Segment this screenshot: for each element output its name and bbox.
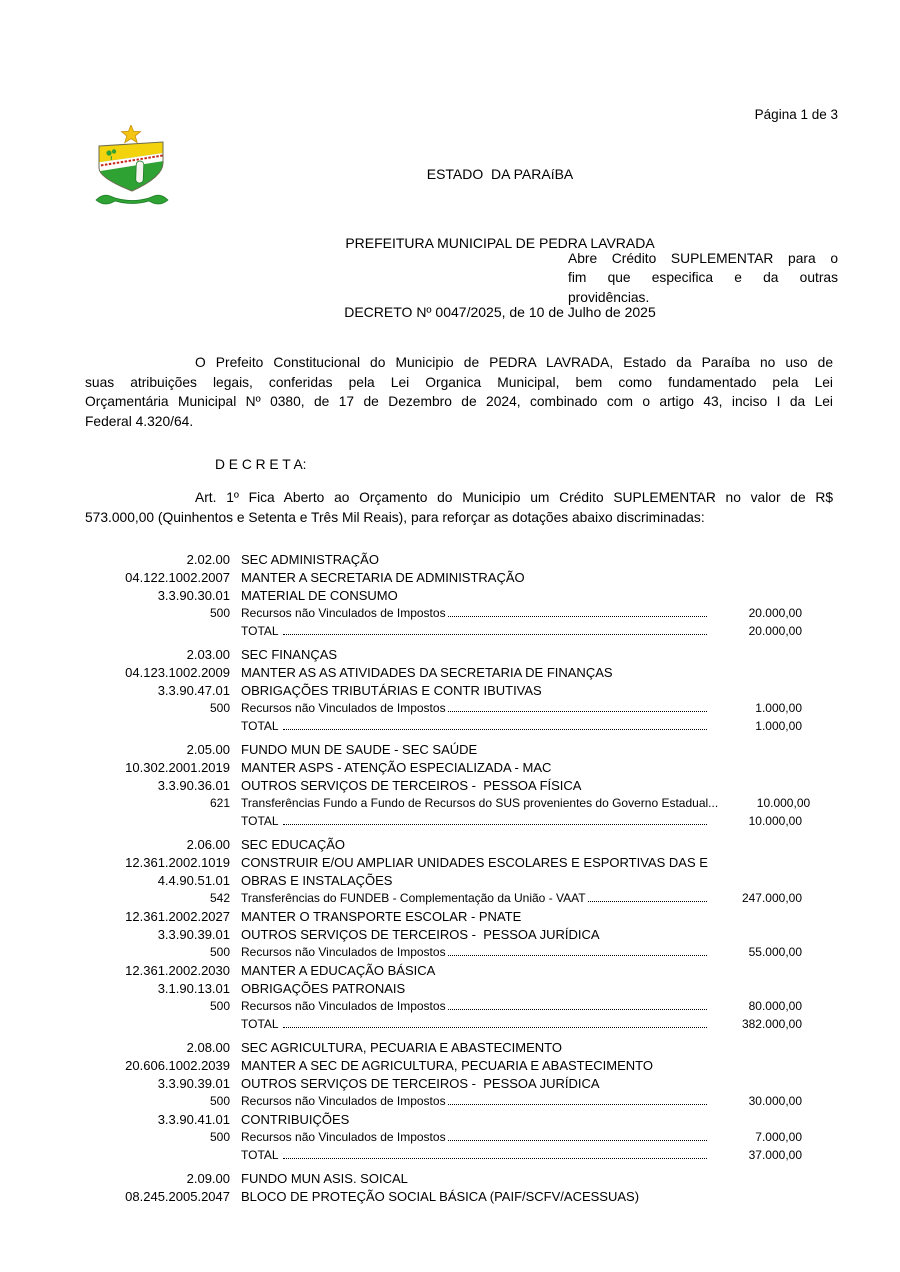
article-1-line: 573.000,00 (Quinhentos e Setenta e Três Mil Reais), para reforçar as dotações abaixo discriminadas: (85, 509, 705, 525)
budget-description: SEC AGRICULTURA, PECUARIA E ABASTECIMENTO (241, 1040, 562, 1055)
dotted-leader (283, 824, 707, 825)
preamble-line: O Prefeito Constitucional do Municipio de PEDRA LAVRADA, Estado da Paraíba no uso de (195, 355, 833, 370)
budget-description: Recursos não Vinculados de Impostos (241, 701, 446, 715)
budget-code: 2.05.00 (186, 742, 230, 757)
page-number: Página 1 de 3 (754, 107, 838, 122)
budget-description: TOTAL (241, 624, 282, 638)
dotted-leader (448, 711, 707, 712)
budget-row (85, 1189, 802, 1207)
star-icon (122, 125, 141, 143)
budget-code: 500 (209, 1094, 230, 1108)
budget-code: 3.1.90.13.01 (157, 981, 230, 996)
budget-row (85, 1171, 802, 1189)
budget-code: 12.361.2002.1019 (125, 855, 230, 870)
dotted-leader (283, 634, 707, 635)
budget-row (85, 683, 802, 701)
budget-description: OUTROS SERVIÇOS DE TERCEIROS - PESSOA JURÍDICA (241, 927, 600, 942)
budget-description: CONTRIBUIÇÕES (241, 1112, 350, 1127)
budget-description: Recursos não Vinculados de Impostos (241, 1130, 446, 1144)
budget-value: 30.000,00 (748, 1094, 802, 1108)
budget-description: MANTER ASPS - ATENÇÃO ESPECIALIZADA - MAC (241, 760, 552, 775)
budget-code: 2.02.00 (186, 552, 230, 567)
budget-code: 3.3.90.47.01 (157, 683, 230, 698)
budget-description: Transferências Fundo a Fundo de Recursos do SUS provenientes do Governo Estadual... (241, 796, 719, 810)
dotted-leader (448, 616, 707, 617)
budget-row (85, 1130, 802, 1148)
budget-row (85, 701, 802, 719)
budget-value: 1.000,00 (755, 719, 802, 733)
dotted-leader (283, 729, 707, 730)
budget-row (85, 814, 802, 832)
budget-code: 2.03.00 (186, 647, 230, 662)
budget-row (85, 742, 802, 760)
budget-code: 4.4.90.51.01 (157, 873, 230, 888)
budget-description: BLOCO DE PROTEÇÃO SOCIAL BÁSICA (PAIF/SCFV/ACESSUAS) (241, 1189, 640, 1204)
article-1 (85, 488, 833, 527)
header-decree-line: DECRETO Nº 0047/2025, de 10 de Julho de 2025 (344, 304, 656, 320)
budget-row (85, 1040, 802, 1058)
budget-code: 500 (209, 945, 230, 959)
budget-code: 500 (209, 606, 230, 620)
budget-row (85, 1094, 802, 1112)
dotted-leader (448, 1009, 707, 1010)
dotted-leader (588, 901, 707, 902)
budget-description: Recursos não Vinculados de Impostos (241, 606, 446, 620)
budget-value: 247.000,00 (741, 891, 802, 905)
article-1-line: Art. 1º Fica Aberto ao Orçamento do Municipio um Crédito SUPLEMENTAR no valor de R$ (195, 490, 833, 505)
budget-description: MANTER AS AS ATIVIDADES DA SECRETARIA DE FINANÇAS (241, 665, 613, 680)
summary-line: fim que especifica e da outras (568, 270, 838, 286)
budget-description: FUNDO MUN ASIS. SOICAL (241, 1171, 408, 1186)
budget-code: 3.3.90.41.01 (157, 1112, 230, 1127)
budget-description: TOTAL (241, 814, 282, 828)
budget-code: 500 (209, 701, 230, 715)
budget-row (85, 981, 802, 999)
budget-row (85, 927, 802, 945)
budget-value: 55.000,00 (748, 945, 802, 959)
budget-value: 7.000,00 (755, 1130, 802, 1144)
budget-description: MATERIAL DE CONSUMO (241, 588, 398, 603)
budget-code: 3.3.90.39.01 (157, 927, 230, 942)
header-state-line: ESTADO DA PARAíBA (426, 166, 574, 182)
budget-description: Recursos não Vinculados de Impostos (241, 945, 446, 959)
budget-row (85, 760, 802, 778)
budget-code: 2.09.00 (186, 1171, 230, 1186)
budget-row (85, 1058, 802, 1076)
budget-value: 20.000,00 (748, 624, 802, 638)
dotted-leader (283, 1158, 707, 1159)
budget-row (85, 1112, 802, 1130)
budget-row (85, 624, 802, 642)
budget-value: 1.000,00 (755, 701, 802, 715)
budget-row (85, 719, 802, 737)
budget-row (85, 999, 802, 1017)
budget-code: 08.245.2005.2047 (125, 1189, 230, 1204)
budget-row (85, 665, 802, 683)
budget-description: MANTER A EDUCAÇÃO BÁSICA (241, 963, 436, 978)
budget-row (85, 1076, 802, 1094)
budget-description: TOTAL (241, 1148, 282, 1162)
budget-row (85, 796, 811, 814)
budget-description: Recursos não Vinculados de Impostos (241, 1094, 446, 1108)
preamble-line: suas atribuições legais, conferidas pela Lei Organica Municipal, bem como fundamentado pela Lei (85, 374, 833, 390)
budget-description: TOTAL (241, 719, 282, 733)
budget-description: CONSTRUIR E/OU AMPLIAR UNIDADES ESCOLARES E ESPORTIVAS DAS E (241, 855, 708, 870)
budget-row (85, 588, 802, 606)
budget-description: FUNDO MUN DE SAUDE - SEC SAÚDE (241, 742, 478, 757)
budget-value: 382.000,00 (741, 1017, 802, 1031)
budget-code: 20.606.1002.2039 (125, 1058, 230, 1073)
budget-table (85, 547, 811, 1207)
budget-row (85, 855, 802, 873)
budget-description: TOTAL (241, 1017, 282, 1031)
budget-description: OUTROS SERVIÇOS DE TERCEIROS - PESSOA JURÍDICA (241, 1076, 600, 1091)
budget-code: 10.302.2001.2019 (125, 760, 230, 775)
budget-row (85, 963, 802, 981)
dotted-leader (448, 955, 707, 956)
budget-code: 500 (209, 1130, 230, 1144)
budget-row (85, 1148, 802, 1166)
budget-description: MANTER A SECRETARIA DE ADMINISTRAÇÃO (241, 570, 525, 585)
budget-row (85, 552, 802, 570)
budget-description: OBRIGAÇÕES TRIBUTÁRIAS E CONTR IBUTIVAS (241, 683, 542, 698)
dotted-leader (448, 1140, 707, 1141)
budget-description: SEC FINANÇAS (241, 647, 338, 662)
budget-code: 2.06.00 (186, 837, 230, 852)
budget-code: 621 (209, 796, 230, 810)
budget-code: 500 (209, 999, 230, 1013)
decree-preamble (85, 353, 833, 431)
budget-code: 04.122.1002.2007 (125, 570, 230, 585)
budget-description: MANTER O TRANSPORTE ESCOLAR - PNATE (241, 909, 522, 924)
budget-row (85, 570, 802, 588)
budget-row (85, 647, 802, 665)
budget-row (85, 778, 802, 796)
dotted-leader (448, 1104, 707, 1105)
budget-value: 10.000,00 (748, 814, 802, 828)
budget-code: 12.361.2002.2027 (125, 909, 230, 924)
budget-description: SEC EDUCAÇÃO (241, 837, 346, 852)
summary-line: providências. (568, 289, 650, 305)
summary-line: Abre Crédito SUPLEMENTAR para o (568, 251, 838, 266)
budget-value: 10.000,00 (756, 796, 811, 810)
preamble-line: Orçamentária Municipal Nº 0380, de 17 de Dezembro de 2024, combinado com o artigo 43, inciso I da Lei (85, 394, 833, 409)
budget-row (85, 606, 802, 624)
budget-description: OBRIGAÇÕES PATRONAIS (241, 981, 406, 996)
budget-code: 3.3.90.39.01 (157, 1076, 230, 1091)
budget-row (85, 873, 802, 891)
decreta-heading: D E C R E T A: (215, 457, 307, 472)
budget-value: 80.000,00 (748, 999, 802, 1013)
budget-code: 3.3.90.36.01 (157, 778, 230, 793)
budget-code: 04.123.1002.2009 (125, 665, 230, 680)
budget-code: 2.08.00 (186, 1040, 230, 1055)
budget-code: 12.361.2002.2030 (125, 963, 230, 978)
header-city-line: PREFEITURA MUNICIPAL DE PEDRA LAVRADA (345, 235, 655, 251)
budget-description: Transferências do FUNDEB - Complementação da União - VAAT (241, 891, 586, 905)
decree-summary (568, 249, 838, 307)
dotted-leader (283, 1027, 707, 1028)
budget-row (85, 837, 802, 855)
budget-description: OBRAS E INSTALAÇÕES (241, 873, 393, 888)
budget-row (85, 891, 802, 909)
budget-value: 37.000,00 (748, 1148, 802, 1162)
preamble-line: Federal 4.320/64. (85, 413, 194, 429)
budget-code: 542 (209, 891, 230, 905)
budget-description: OUTROS SERVIÇOS DE TERCEIROS - PESSOA FÍSICA (241, 778, 582, 793)
budget-description: MANTER A SEC DE AGRICULTURA, PECUARIA E ABASTECIMENTO (241, 1058, 654, 1073)
budget-code: 3.3.90.30.01 (157, 588, 230, 603)
budget-value: 20.000,00 (748, 606, 802, 620)
budget-row (85, 1017, 802, 1035)
document-header (150, 117, 850, 370)
budget-row (85, 945, 802, 963)
budget-description: Recursos não Vinculados de Impostos (241, 999, 446, 1013)
budget-row (85, 909, 802, 927)
budget-description: SEC ADMINISTRAÇÃO (241, 552, 379, 567)
